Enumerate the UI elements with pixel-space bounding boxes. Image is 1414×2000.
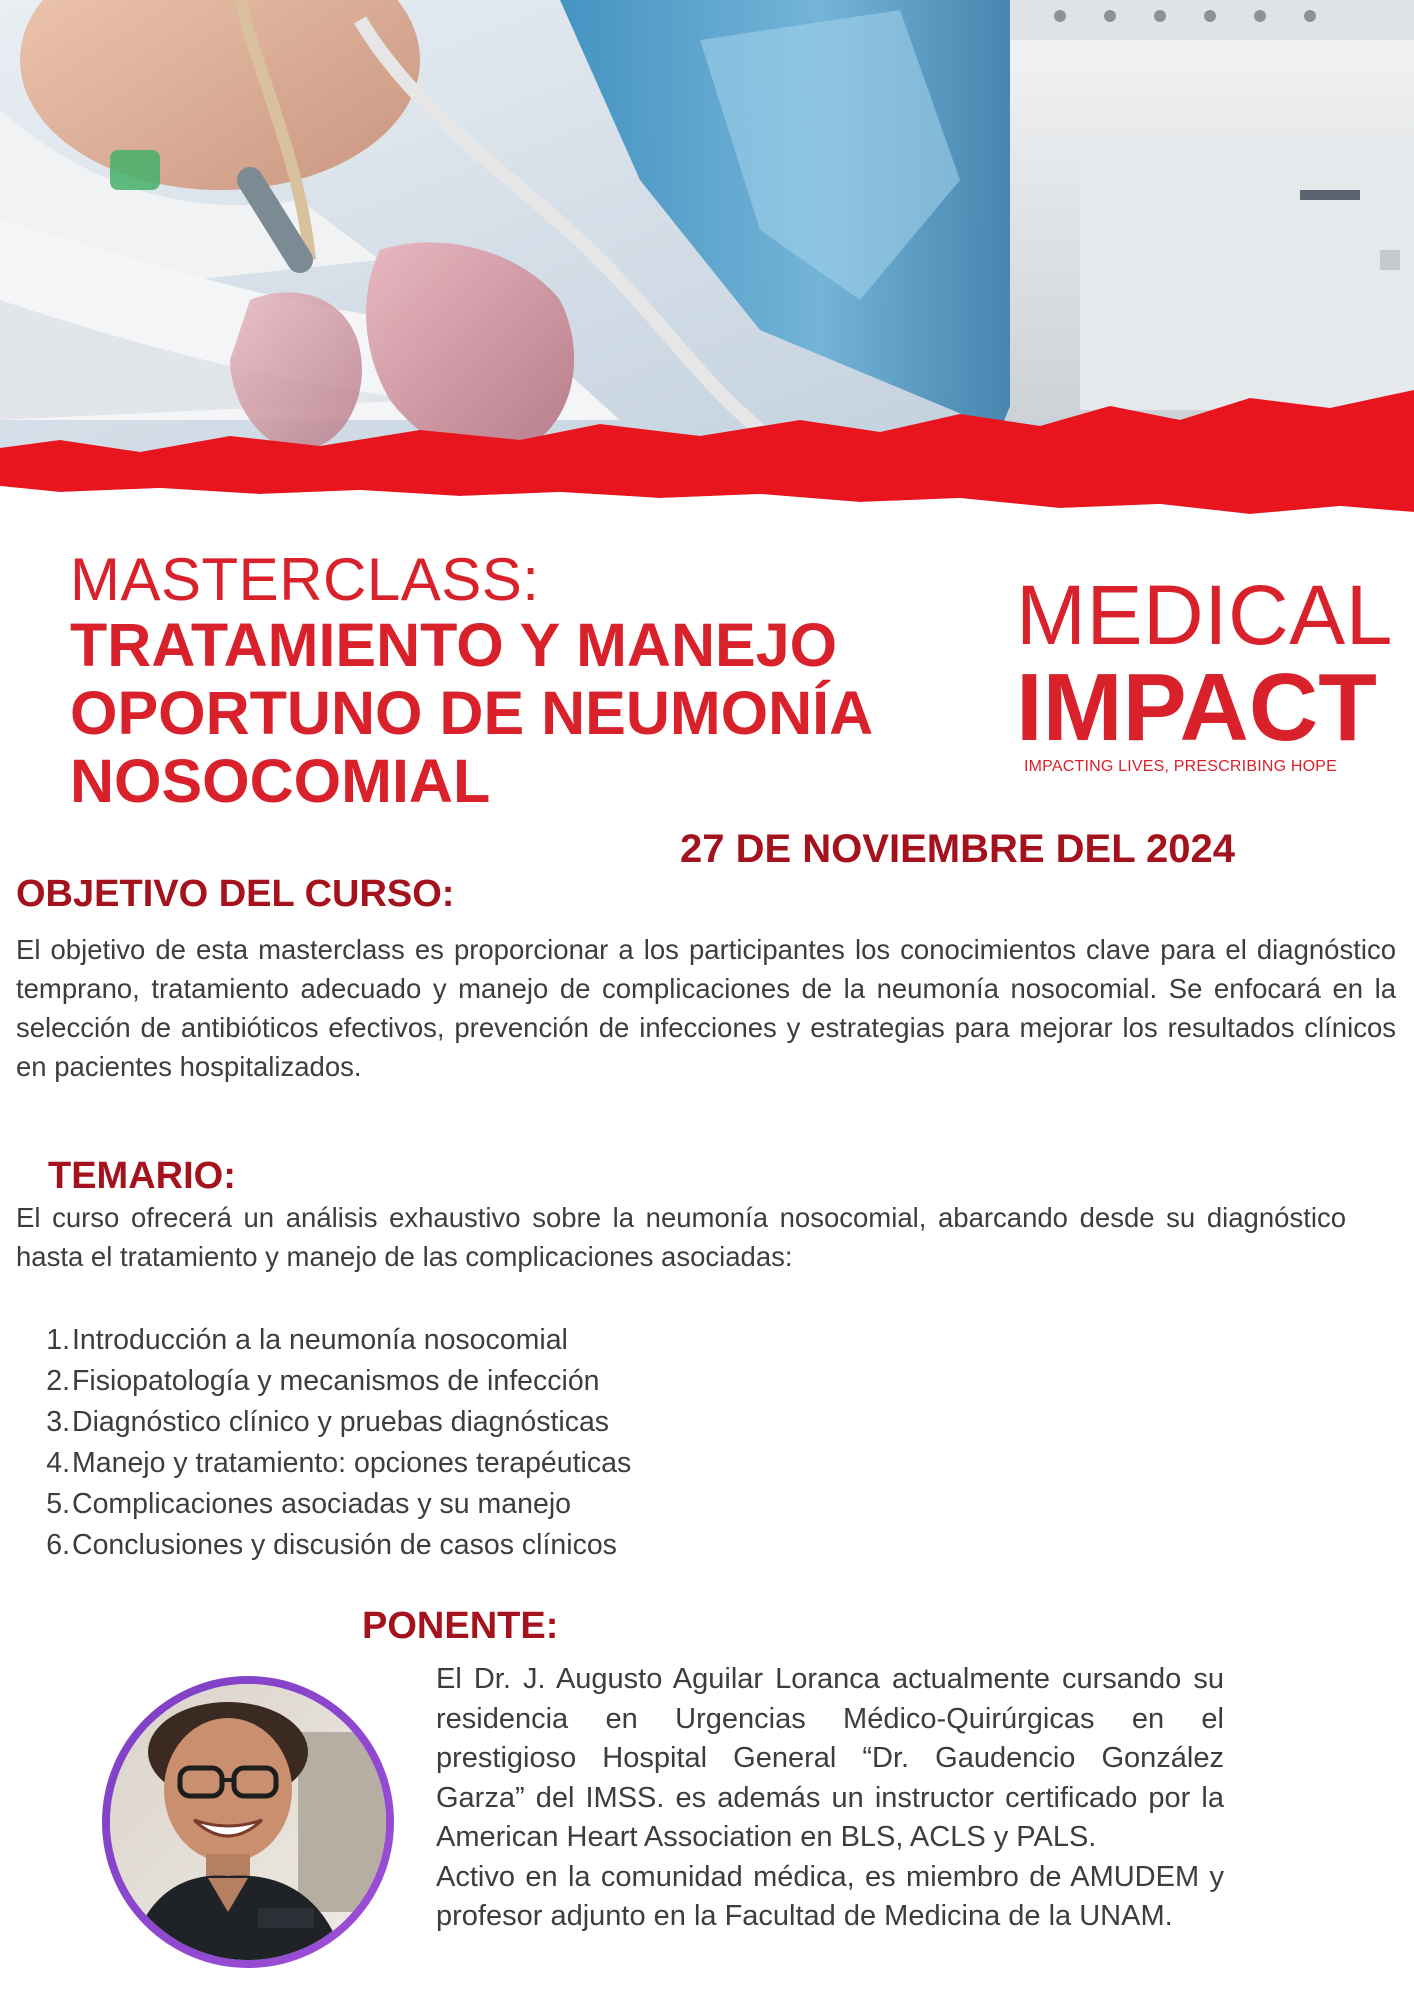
brand-line-impact: IMPACT xyxy=(1016,654,1377,761)
list-item xyxy=(36,1484,631,1525)
objective-text: El objetivo de esta masterclass es proporcionar a los participantes los conocimientos clave para el diagnóstico temprano, tratamiento adecuado y manejo de complicaciones de la neumonía nosocomial. Se enfocará en la selección de antibióticos efectivos, prevención de infecciones y estrategias para mejorar los resultados clínicos en pacientes hospitalizados. xyxy=(16,934,1396,1082)
syllabus-heading: TEMARIO: xyxy=(48,1155,236,1197)
list-item-text: Introducción a la neumonía nosocomial xyxy=(72,1324,568,1356)
list-item-text: Diagnóstico clínico y pruebas diagnósticas xyxy=(72,1406,610,1438)
list-item xyxy=(36,1402,631,1443)
list-item xyxy=(36,1320,631,1361)
hero-image xyxy=(0,0,1414,520)
list-item-number: 3. xyxy=(46,1406,70,1438)
speaker-avatar xyxy=(98,1672,398,1972)
list-item-number: 6. xyxy=(46,1529,70,1561)
list-item-number: 2. xyxy=(46,1365,70,1397)
speaker-bio-paragraph-2: Activo en la comunidad médica, es miembro de AMUDEM y profesor adjunto en la Facultad de Medicina de la UNAM. xyxy=(436,1860,1224,1932)
syllabus-list xyxy=(36,1320,631,1566)
event-date: 27 DE NOVIEMBRE DEL 2024 xyxy=(680,827,1236,871)
list-item xyxy=(36,1361,631,1402)
list-item-number: 4. xyxy=(46,1447,70,1479)
masterclass-kicker: MASTERCLASS: xyxy=(70,546,540,613)
brand-line-medical: MEDICAL xyxy=(1016,568,1393,662)
title-line-1: TRATAMIENTO Y MANEJO xyxy=(70,611,838,679)
list-item-text: Complicaciones asociadas y su manejo xyxy=(72,1488,572,1520)
list-item-text: Manejo y tratamiento: opciones terapéuticas xyxy=(72,1447,632,1479)
list-item-text: Fisiopatología y mecanismos de infección xyxy=(72,1365,600,1397)
speaker-heading: PONENTE: xyxy=(362,1605,559,1647)
list-item xyxy=(36,1525,631,1566)
title-line-2: OPORTUNO DE NEUMONÍA xyxy=(70,679,874,747)
list-item-number: 5. xyxy=(46,1488,70,1520)
speaker-bio xyxy=(436,1660,1224,1937)
speaker-bio-paragraph-1: El Dr. J. Augusto Aguilar Loranca actualmente cursando su residencia en Urgencias Médico-Quirúrgicas en el prestigioso Hospital General “Dr. Gaudencio González Garza” del IMSS. es además un instructor certificado por la American Heart Association en BLS, ACLS y PALS. xyxy=(436,1663,1224,1853)
list-item-text: Conclusiones y discusión de casos clínicos xyxy=(72,1529,617,1561)
list-item-number: 1. xyxy=(46,1324,70,1356)
list-item xyxy=(36,1443,631,1484)
brand-tagline: IMPACTING LIVES, PRESCRIBING HOPE xyxy=(1024,758,1338,775)
title-line-3: NOSOCOMIAL xyxy=(70,747,491,815)
syllabus-intro: El curso ofrecerá un análisis exhaustivo sobre la neumonía nosocomial, abarcando desde su diagnóstico hasta el tratamiento y manejo de las complicaciones asociadas: xyxy=(16,1202,1346,1272)
objective-heading: OBJETIVO DEL CURSO: xyxy=(16,873,455,915)
